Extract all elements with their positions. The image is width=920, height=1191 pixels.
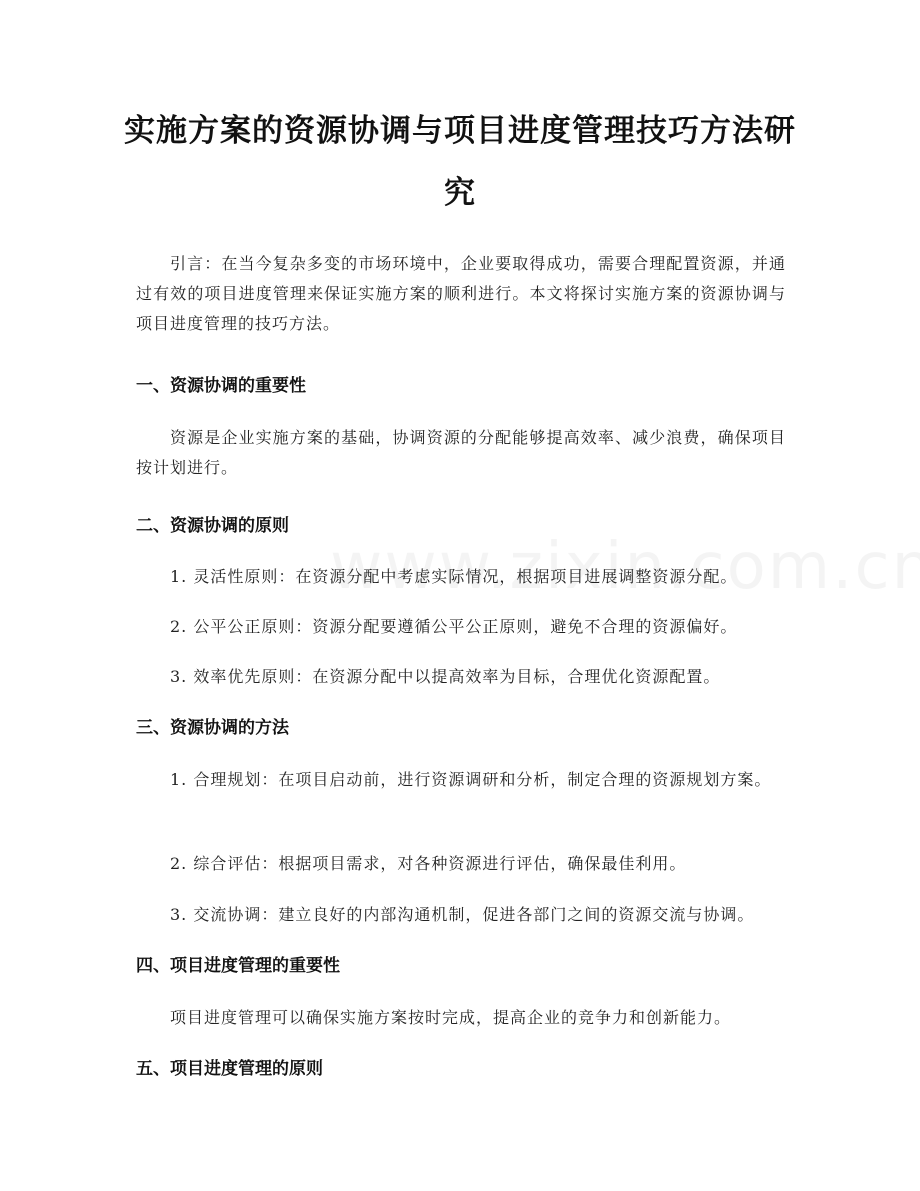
section-3-item-3: 3. 交流协调：建立良好的内部沟通机制，促进各部门之间的资源交流与协调。: [170, 905, 755, 924]
section-2-item-3: 3. 效率优先原则：在资源分配中以提高效率为目标，合理优化资源配置。: [170, 667, 721, 686]
section-3-item-2: 2. 综合评估：根据项目需求，对各种资源进行评估，确保最佳利用。: [170, 854, 687, 873]
section-heading-1: 一、资源协调的重要性: [136, 376, 306, 396]
section-heading-3: 三、资源协调的方法: [136, 718, 289, 738]
section-heading-5: 五、项目进度管理的原则: [136, 1059, 323, 1079]
document-title: 实施方案的资源协调与项目进度管理技巧方法研究: [124, 113, 796, 211]
section-2-item-2: 2. 公平公正原则：资源分配要遵循公平公正原则，避免不合理的资源偏好。: [170, 617, 738, 636]
section-heading-4: 四、项目进度管理的重要性: [136, 956, 340, 976]
section-2-item-1: 1. 灵活性原则：在资源分配中考虑实际情况，根据项目进展调整资源分配。: [170, 567, 738, 586]
section-heading-2: 二、资源协调的原则: [136, 516, 289, 536]
section-1-body: 资源是企业实施方案的基础，协调资源的分配能够提高效率、减少浪费，确保项目按计划进行。: [136, 428, 786, 477]
section-3-item-1: 1. 合理规划：在项目启动前，进行资源调研和分析，制定合理的资源规划方案。: [170, 770, 772, 789]
intro-paragraph: 引言：在当今复杂多变的市场环境中，企业要取得成功，需要合理配置资源，并通过有效的项目进度管理来保证实施方案的顺利进行。本文将探讨实施方案的资源协调与项目进度管理的技巧方法。: [136, 254, 786, 333]
section-4-body: 项目进度管理可以确保实施方案按时完成，提高企业的竞争力和创新能力。: [170, 1008, 732, 1027]
